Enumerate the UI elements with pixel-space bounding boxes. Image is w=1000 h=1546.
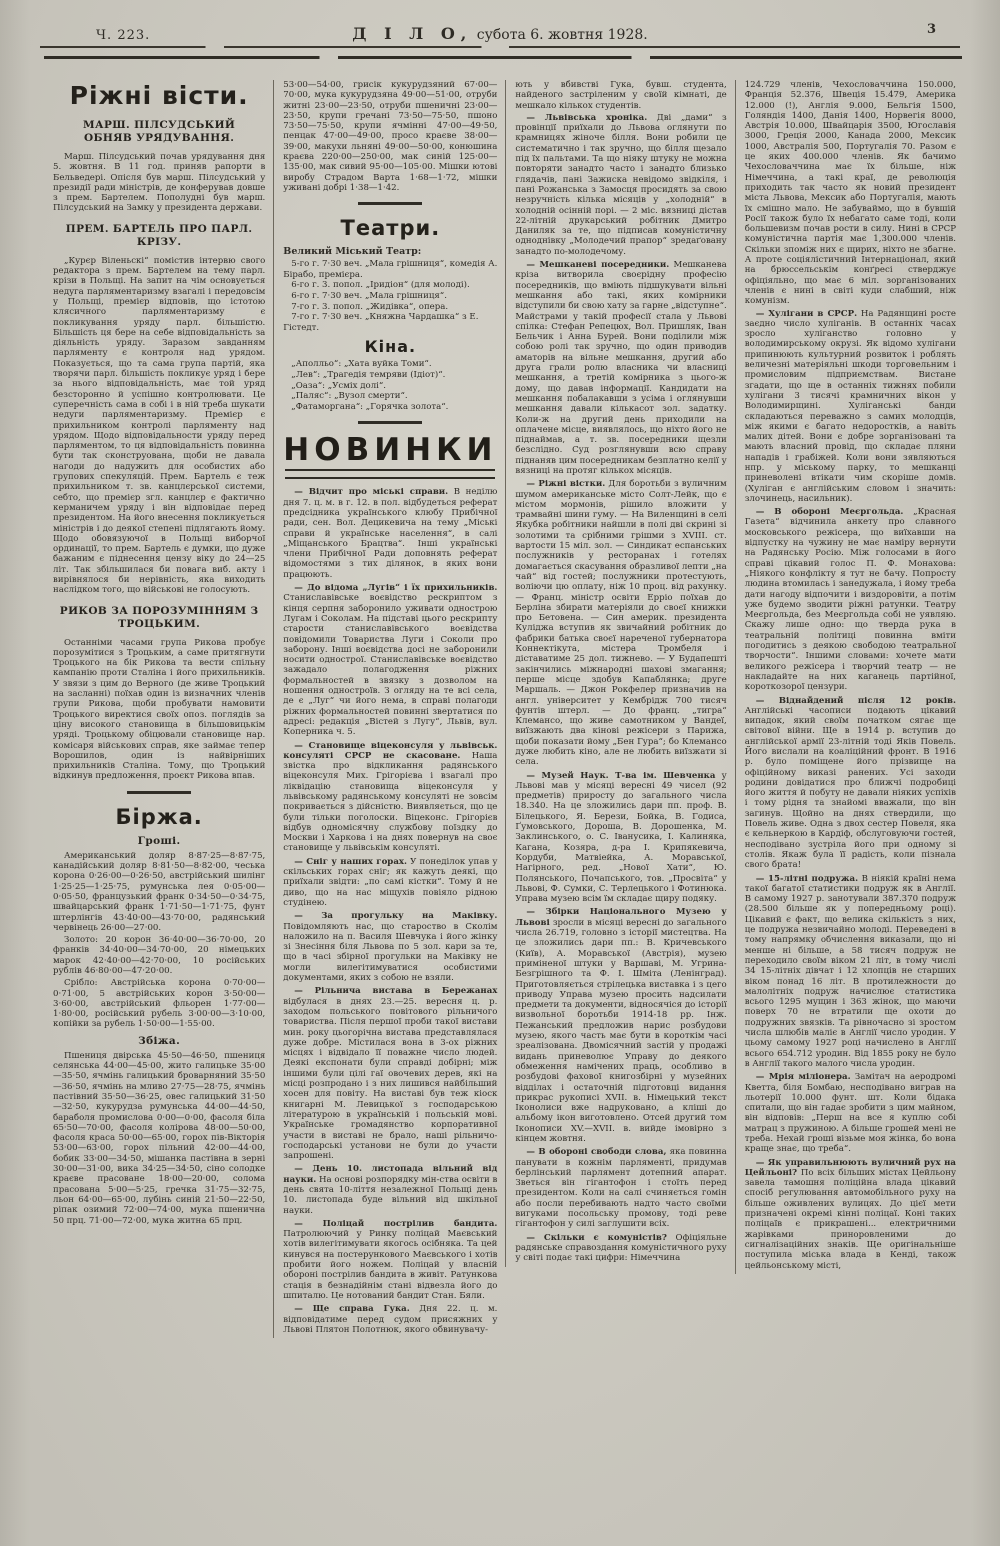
news-text: Замітач на аеродромі Кветта, біля Бомбаю, несподівано виграв на льотерії 10.000 фунт. шт. Коли бідака спитали, що він гадає зробити з цим майном, він відповів: „Перш на все я куплю собі матрац з пружиною. А більше грошей мені не треба. Нехай гроші візьме моя жінка, бо вона краще знає, що треба“.: [744, 1072, 956, 1155]
news-item: [515, 771, 726, 905]
section-divider: [358, 421, 422, 424]
news-text: Наша звістка про відкликання радянського віцеконсуля Мих. Грігорієва і взагалі про ліквідацію становища віцеконсуля у львівському радянському консуляті не зовсім покривається з дійсністю. Виявляється, що це були тільки поголоски. Віцеконс. Грігорієв відбув одномісячну службову поїздку до Москви і Харкова і на днях повернув на своє становище у львівськім консуляті.: [283, 750, 498, 854]
news-text: На Радянщині росте заєдно число хуліганів. В останніх часах зросло хуліганство головно у володимирському окрузі. Як відомо хулігани припинюють культурний розвиток і роблять величезні матеріяльні шкоди торговельним і промисловим підприємствам. Вистане згадати, що ще в останніх тижнях побили хулігани 3 тисячі крамничних вікон у Володимирщині. Хуліганські банди складаються переважно з самих молодців, між якими є багато недоростків, а навіть малих дітей. Вони є добре зорганізовані та мають власний провід, що складає пляни нападів і грабіжей. Коли вони зявляються нпр. у міському парку, то мешканці приневолені втікати чим скоріше домів. (Хуліган є англійським словом і значить: злочинець, насильник).: [744, 308, 956, 504]
cinema-line: „Оаза“: „Усміх долі“.: [291, 380, 387, 391]
news-item: [745, 874, 956, 1070]
news-text: у Львові мав у місяці вересні 49 чисел (92 предметів) приросту до загального числа 18.340. На це зложились дари пп. проф. В. Білецького, Я. Берези, Бойка, В. Годиса, Ґумовського, Дороша, В. Дорошенка, М. Заклинського, о. С. Іванусика, І. Калиняка, Кагана, Козяра, д-ра І. Крипякевича, Кордуби, Матвіейка, А. Моравської, Нагірного, ред. „Нової Хати“, Ю. Полянського, Почапського, тов. „Просвіта“ у Львові, Ф. Сумки, С. Терлецького і Фотинюка. Управа музею всім їм складає щиру подяку.: [515, 770, 727, 905]
news-text: відбулася в днях 23.—25. вересня ц. р. заходом польського повітового рільничого товариства. Після першої проби такої вистави мин. року цьогорічна вистава представлялася дуже добре. Містилася вона в 3-ох ріжних місцях і відвідало її поважне число людей. Деякі експонати були справді добірні; між іншими були цілі гаї овочевих дерев, які на місці розпродано і з них лишився найбільший хосен для повіту. На виставі був теж кіоск книгарні М. Левицької з господарською літературою в українській і польській мові. Українське громадянство корпоративної участи в виставі не брало, наші рільничо-господарські установи не були до участи запрошені.: [283, 996, 498, 1162]
subhead-hroshi: Гроші.: [137, 834, 181, 847]
news-text: У понеділок упав у скільських горах сніг; як кажуть деякі, що приїхали звідти: „по самі кістки“. Тому й не диво, що на нас міщухів повіяло рідною студінею.: [283, 856, 498, 908]
grain-rates-continued: 53·00—54·00, грисік кукурудзяний 67·00—70·00, мука кукурудзяна 49·00—51·00, отруби житні 23·00—23·50, отруби пшеничні 23·00—23·50, крупи гречані 73·50—75·50, пшоно 73·50—75·50, крупи ячмінні 47·00—49·50, пенцак 47·00—49·00, просо краєве 38·00—39·00, макухи льняні 49·00—50·00, конюшина краєва 220·00—250·00, мак синій 125·00—135·00, мак сивий 95·00—105·00. Мішки ютові виробу Страдом Варта 1·68—1·72, мішки уживані добрі 1·38—1·42.: [283, 80, 498, 193]
article-pilsudski: Марш. Пілсудський почав урядування дня 5. жовтня. В 11 год. приняв рапорти в Бельведері. Опісля був марш. Пілсудський у президії ради міністрів, де конферував довше з прем. Бартелем. Пополудні був марш. Пілсудський на Замку у президента держави.: [53, 152, 266, 214]
subhead-pilsudski: МАРШ. ПІЛСУДСЬКИЙ ОБНЯВ УРЯДУВАННЯ.: [83, 119, 236, 144]
news-item: [515, 907, 726, 1144]
grain-rates: Пшениця двірська 45·50—46·50, пшениця селянська 44·00—45·00, жито галицьке 35·00—35·50, ячмінь галицький броварняний 35·50—36·50, ячмінь на мливо 27·75—28·75, ячмінь пастівний 35·50—36·25, овес галицький 31·50—32·50, кукурудза румунська 44·00—44·50, бараболя промислова 0·00—0·00, фасоля біла 65·50—70·00, фасоля колірова 48·00—50·00, фасоля краса 50·00—65·00, горох пів-Вікторія 53·00—63·00, горох пільний 42·00—44·00, бобик 33·00—34·50, мішанка пастівна в зерні 30·00—31·00, вика 34·25—34·50, сіно солодке краєве прасоване 18·00—20·00, солома прасована 5·00—5·25, гречка 31·75—32·75, льон 64·00—65·00, лубінь синій 21·50—22·50, ріпак озимий 72·00—74·00, мука пшенична 50 прц. 71·00—72·00, мука житна 65 прц.: [53, 1050, 266, 1226]
masthead-title: Д І Л О,: [352, 24, 473, 43]
news-item: [515, 1147, 726, 1229]
news-lead: — Музей Наук. Т-ва ім. Шевченка: [526, 770, 716, 781]
novynky-double-rule: [285, 469, 495, 479]
theatre-schedule-line: 7-го г. 3. попол. „Жидівка“, опера.: [291, 301, 449, 312]
columns-container: [0, 66, 1000, 1338]
section-title-rizhni-visty: Ріжні вісти.: [69, 81, 249, 110]
news-item: [515, 1233, 726, 1264]
news-item: [283, 487, 497, 580]
news-lead: — Становище віцеконсуля у львівськ. консуляті СРСР не скасоване.: [283, 740, 498, 761]
header-rule-thick: [44, 56, 962, 59]
news-lead: — Скільки є комуністів?: [526, 1232, 667, 1243]
news-lead: — Львівська хроніка.: [526, 112, 648, 123]
news-text: Англійські часописи подають цікавий випадок, який своїм початком сягає ще світової війни. Ще в 1914 р. вступив до англійської армії 23-літній тоді Яків Повель. Його вислали на коаліційний фронт. В 1916 р. було поміщене його прізвище на офіційному виказі ранених. Усі заходи родини довідатися про ближчі подробиці його життя й побуту не давали ніяких успіхів і тому рідня та знайомі вважали, що він загинув. Щойно на днях ствердили, що Повель живе. Одна з двох сестер Повеля, яка є кельнеркою в Кардіф, обслуговуючи гостей, несподівано зустріла його при одному зі столів. Якаж була її радість, коли пізнала свого брата!: [744, 705, 956, 871]
article-rykov: Останніми часами група Рикова пробує порозумітися з Троцьким, а саме притягнути Троцького на бік Рикова та вести спільну кампанію проти Сталіна і його прихильників. У звязи з цим до Верного (де живе Троцький на засланні) поїхав один із визначних членів групи Рикова, щоби пробувати намовити Троцького виректися своїх опоз. поглядів за ціну високого становища в більшовицькім уряді. Троцькому обіцювали становище нар. комісаря військових справ, яке займає тепер Ворошилов, один із найвірніших прихильників Сталіна. Тому, що Троцький відкинув предложення, проєкт Рикова впав.: [53, 637, 266, 782]
news-item: [283, 857, 497, 908]
news-item: [283, 583, 497, 737]
masthead-date: субота 6. жовтня 1928.: [476, 27, 648, 43]
subhead-rykov: РИКОВ ЗА ПОРОЗУМІННЯМ З ТРОЦЬКИМ.: [59, 604, 259, 630]
news-text: яка повинна панувати в кожнім парляменті, придумав берлінський парлямент дотепний апарат. Зветься він гігантофон і стоїть перед президентом. Коли на салі счиняється гомін або посли перебивають надто часто своїми вигуками посольську промову, тоді реве гігантофон у силі заглушити всіх.: [515, 1147, 727, 1230]
news-text: Для боротьби з вуличним шумом американське місто Солт-Лейк, що є містом мормонів, рішило вложити у трамвайні шини гуму. — На Виленщині в селі Якубка робітники найшли в полі дві скрині зі золотими та срібними грішми з XVIII. ст. вартости 15 міл. зол. — Синдикат еспанських послужників у ресторанах і готелях домагається скасування образливої лепти „на чай“ від гостей; послужники протестують, воліючи цю оплату, ніж 10 проц. від рахунку. — Франц. міністр освіти Ерріо поїхав до Берліна збирати матеріяли до своєї книжки про Бетовена. — Син америк. президента Куліджа вступив як звичайний робітник до фабрики батька своєї нареченої губернатора Коннектікута, містера Тромбеля і діставатиме 25 дол. тижнево. — У Будапешті закінчились міжнародні шахові змагання; перше місце здобув Капаблянка; друге Маршаль. — Джон Рокфелер призначив на англ. університет у Кембрідж 700 тисяч фунтів штерл. — До франц. „тигра“ Клемансо, що живе самотником у Вандеї, виїзжають два кінові режісери з Парижа, щоби показати йому „Бен Гура“; бо Клемансо дуже любить кіно, але не любить виїзжати зі села.: [515, 479, 727, 768]
news-item: [283, 911, 497, 983]
theatre-schedule-line: 5-го г. 7·30 веч. „Мала грішниця“, комедія А. Бірабо, премієра.: [283, 259, 498, 280]
news-lead: — Мрія міліонера.: [755, 1072, 851, 1083]
section-title-kina: Кіна.: [364, 337, 417, 357]
news-item: [283, 986, 497, 1161]
issue-number: Ч. 223.: [96, 28, 151, 43]
news-text: По всіх більших містах Цейльону завела тамошня поліційна влада цікавий спосіб регулювання автомобільного руху на більше оживлених вулицях. До цієї мети призначені окремі кінні поліцаї. Коні таких поліцаїв є прикрашені... електричними жарівками приноровленими до сигналізаційних знаків. Ще оригінальніше поступила міська влада в Кенді, також цейльонському місті,: [744, 1167, 957, 1271]
news-lead: — До відома „Лугів“ і їх прихильників.: [294, 583, 498, 594]
news-item: [283, 741, 497, 854]
news-text: Дві „дами“ з провінції приїхали до Львова оглянути по крамницях жіноче білля. Вони робили це систематично і так зручно, що білля щезало під їх пальтами. Та що ніяку штуку не можна повторяти занадто часто і занадто близько глядачів, пані Зажиска невідомо звідкіля, і пані Рожанська з Замосця просидять за свою незручність кілька місяців у „холодній“ в холодній осінній порі. — 2 міс. вязниці дістав 22-літній друкарський робітник Дмитро Даниляк за те, що підписав комуністичну одноднівку „Молодечий прапор“ зредаґовану занадто по-молодечому.: [515, 112, 727, 257]
cinema-line: „Аполльо“: „Хата вуйка Томи“.: [291, 359, 432, 370]
news-lead: — В обороні свободи слова,: [526, 1147, 667, 1158]
news-text: Дня 22. ц. м. відповідатиме перед судом присяжних у Львові Плятон Полотнюк, якого обвинувачу-: [283, 1304, 498, 1335]
header-rule-thin: [40, 46, 960, 48]
theatre-schedule-line: 6-го г. 3. попол. „Іридіон“ (для молоді).: [291, 280, 470, 291]
news-item: [745, 507, 956, 692]
news-text: „Красная Газета“ відчинила анкету про славного московського режісера, що виїхавши на відпустку на чужину не має наміру вернути на Радянську Росію. Між голосами в його справі цікавий голос П. Ф. Монахова: „Ніякого конфлікту я тут не бачу. Попросту людина втомилась і занедужала, і йому треба дати нагоду відпочити і виздоровіти, а потім уже будемо зводити ріжні ратунки. Театру Меєргольда, без Меєргольда собі не уявляю. Скажу лише одно: що тверда рука в театральній політиці повинна вміти погодитись з деякою свободою театральної творчости“. Іншими словами: хочете мати великого режісера і творчий театр — не накладайте на них каганець партійної, короткозорої цензури.: [744, 507, 956, 693]
news-item: [283, 1219, 497, 1301]
news-item: [745, 1072, 956, 1154]
news-text: В неділю дня 7. ц. м. в г. 12. в пол. відбудеться реферат предсідника українського клюбу Прибічної ради, сен. Вол. Децикевича на тему „Міські справи й українське населення“, в салі „Міщанського Брацтва“. Інші українські члени Прибічної Ради доповнять реферат відомостями з тих ділянок, в яких вони працюють.: [283, 487, 498, 580]
column-2: [273, 80, 505, 1338]
news-text: В ніякій країні нема такої багатої статистики подруж як в Англії. В самому 1927 р. занотували 387.370 подруж (28.500 більше як у попередньому році). Цікавий є факт, що велика скількість з них, це подружа незвичайно молоді. Переведені в тому напрямку обчислення виказали, що ні менше ні більше, а 58 тисяч подруж не переходило своїм віком 21 літ, в тому числі 34 15-літніх дівчат і 12 хлопців не старших віком понад 16 літ. В протилежности до малолітніх подруж начислює статистика всього 1295 мущин і 363 жінок, що маючи поверх 70 не втратили ще охоти до подружних звязків. Та рівночасно зі зростом числа шлюбів маліє в Англії число уродин. У цьому самому 1927 році начислено в Англії всього 654.712 уродин. Від 1855 року не було в Англії такого малого числа уродин.: [744, 873, 956, 1069]
news-text: На основі розпорядку мін-ства освіти в день свята 10-ліття незалежної Польщі день 10. листопада буде вільний від шкільної науки.: [283, 1174, 498, 1216]
theatre-schedule-line: 6-го г. 7·30 веч. „Мала грішниця“.: [291, 291, 447, 302]
news-item: [745, 696, 956, 871]
news-lead: — Рільнича вистава в Бережанах: [294, 986, 498, 997]
news-lead: — День 10. листопада вільний від науки.: [283, 1164, 498, 1185]
section-divider: [358, 202, 422, 205]
news-lead: — Віднайдений після 12 років.: [755, 695, 956, 706]
news-item: [745, 1158, 956, 1271]
theatre-schedule-line: 7-го г. 7·30 веч. „Княжна Чардашка“ з Е. Гістедт.: [283, 312, 479, 333]
column-4: [735, 80, 964, 1274]
news-text: зросли в місяці вересні до загального числа 26.719, головно з історії мистецтва. На це зложились дари пп.: В. Кричевського (Київ), А. Моравської (Австрія), музею приміненої штуки у Варшаві, М. Угрина-Безгрішного та Ф. І. Шміта (Ленінград). Приготовляється стрілецька виставка і з цего приводу Управа музею просить надсилати предмети та документи, відносячіся до історії визвольної боротьби 1914-18 рр. Інж. Пежанський предложив нарис розбудови музею, якого часть має бути в короткім часі зреалізована. Двомісячний застій у продажі видань приневолює Управу до деякого обмеження намічених праць, особливо в розбудові фахової книгозбірні у музейних відділах і остаточній підготовці видання прикрас рукописі XVII. в. Німецький текст Іконолиси вже надруковано, а кліші до альбому ікон виготовлено. Отсей другий том Іконописи XV.—XVII. в. вийде імовірно з кінцем жовтня.: [515, 917, 727, 1144]
news-lead: — Збірки Національного Музею у Львові: [515, 907, 727, 928]
news-text: Патролюючий у Ринку поліцай Маєвський хотів вилегітимувати якогось осібняка. Та цей кинувся на постерункового Маєвського і хотів пробити його ножем. Поліцай у власній обороні пострілив бандита в живіт. Ратункова стація в безнадійнім стані відвезла його до шпиталю. Це нотований бандит Стан. Бяли.: [283, 1229, 498, 1301]
news-text: Мешканева кріза витворила своєрідну професію посередників, що вміють підшукувати вільні мешкання або такі, яких комірники відступили би свою хату за гарне „відступне“. Майстрами у такій професії стала у Львові спілка: Стефан Репецюх, Вол. Пришляк, Іван Бельчик і Анна Бурей. Вони поділили між собою ролі так зручно, що один приводив аматорів на вільне мешкання, другий або друга грали ролю власника чи власниці мешкання, а третій комірника з цього-ж дому, що давав інформації. Кандидати на мешкання побалакавши з усіма і оглянувши мешкання давали кількасот зол. задатку. Коли-ж на другий день приходили на оплачене місце, виявлялось, що ніхто його не піднаймав, а т. зв. посередники щезли безслідно. Суд розглянувши всю справу піднаняв цим посередникам безплатно келії у вязниці на протяг кількох місяців.: [515, 260, 727, 476]
gold-rates: Золото: 20 корон 36·40·00—36·70·00, 20 франків 34·40·00—34·70·00, 20 німецьких марок 42·40·00—42·70·00, 10 російських рублів 46·80·00—47·20·00.: [53, 935, 266, 976]
masthead: [0, 24, 1000, 43]
news-item: [283, 1164, 497, 1215]
cinema-line: „Лев“: „Трагедія темряви (Ідіот)“.: [291, 370, 446, 381]
silver-rates: Срібло: Австрійська корона 0·70·00—0·71·00, 5 австрійських корон 3·50·00—3·60·00, австрійський фльорен 1·77·00—1·80·00, російський рубель 3·00·00—3·10·00, копійки за рубель 1·50·00—1·55·00.: [53, 978, 266, 1030]
theatre-name: Великий Міський Театр:: [283, 246, 422, 258]
news-lead: — Як управильнюють вуличний рух на Цейльоні?: [744, 1157, 956, 1178]
section-title-novynky: НОВИНКИ: [283, 432, 498, 469]
page-number: 3: [926, 22, 936, 37]
currency-rates: Американський доляр 8·87·25—8·87·75, канадійський доляр 8·81·50—8·82·00, чеська корона 0·26·00—0·26·50, австрійський шилінг 1·25·25—1·25·75, румунська лея 0·05·00—0·05·50, французький франк 0·34·50—0·34·75, швайцарський франк 1·71·50—1·71·75, фунт штерлінгів 43·40·00—43·70·00, радянський червінець 26·00—27·00.: [53, 850, 266, 933]
column-3: [505, 80, 734, 1267]
news-lead: — Сніг у наших горах.: [294, 856, 407, 867]
section-title-birza: Біржа.: [115, 804, 203, 829]
subhead-zbizha: Збіжа.: [138, 1034, 181, 1047]
article-bartel: „Курєр Віленьскі“ помістив інтервю свого редактора з прем. Бартелем на тему парл. крізи в Польщі. На запит на чім основується недуга парляментаризму взагалі і передовсім у Польщі, премієр відповів, що істотою клясичного парляментаризму є покликування уряду парл. більшістю. Більшість ця бере на себе відповідальність за діяльність уряду. Заразом завданням парляменту є контроля над урядом. Показується, що та сама група партій, яка творячи парл. більшість покликує уряд і бере за нього відповідальність, має той уряд безсторонно й успішно контролювати. Це суперечність сама в собі і в ній треба шукати недуги парляментаризму. Премієр є прихильником контролі парляменту над урядом. Щодо відповідальности уряду перед парляментом, то ця відповідальність повинна бути так сконструована, щоби не давала нагоди до надужить для особистих або групових спекуляцій. Прем. Бартель є теж прихильником т. зв. канцлєрської системи, себто, що премієр згл. канцлєр є фактично керманичем уряду і він відповідає перед президентом. На його внесення покликується міністрів і до деякої степені підлягають йому. Щодо обовязуючої в Польщі виборчої ординації, то прем. Бартель є думки, що дуже бажаним є піднесення цензу віку до 24—25 літ. Так збільшилася би повага виб. акту і вирівнялося би нерівність, яка виходить наслідком того, що військові не голосують.: [53, 255, 266, 596]
news-text: Офіціяльне радянське справоздання комуністичного руху у світі подає такі цифри: Німеччина: [515, 1232, 727, 1264]
news-text: Станиславівське воєвідство рескриптом з кінця серпня заборонило уживати однострою Лугам і Соколам. На підставі цього рескрипту старости станиславівського воєвідства повідомили Товариства Луги і Соколи про заборону. Інші воєвідства досі не заборонили носити однострої. Станиславівське воєвідство зажадало полагодження ріжних формальностей в звязку з дозволом на ношення одностроїв. З огляду на те всі села, де є „Луг“ чи його нема, в справі полагоди ріжних формальностей повинні звертатися по адресі: редакція „Вістей з Лугу“, Львів, вул. Коперника ч. 5.: [283, 593, 498, 738]
news-item: [515, 260, 726, 476]
cinema-line: „Паляс“: „Вузол смерти“.: [291, 391, 408, 402]
cinema-line: „Фатаморгана“: „Горячка золота“.: [291, 401, 449, 412]
news-lead: — Хулігани в СРСР.: [755, 308, 858, 319]
page-header: [0, 0, 1000, 66]
news-continuation: ють у вбивстві Гука, бувш. студента, найденого застріленим у своїй кімнаті, де мешкало кількох студентів.: [515, 80, 727, 111]
subhead-bartel: ПРЕМ. БАРТЕЛЬ ПРО ПАРЛ. КРІЗУ.: [65, 222, 253, 248]
news-item: [515, 113, 726, 257]
news-continuation: 124.729 членів, Чехословаччина 150.000, Франція 52.376, Швеція 15.479, Америка 12.000 (!), Англія 9.000, Бельгія 1500, Голяндія 1400, Данія 1400, Норвегія 8000, Австрія 10.000, Швайцарія 3500, Югославія 3000, Греція 2000, Канада 2000, Мексик 1000, Австралія 500, Португалія 70. Разом є це яких 400.000 членів. Як бачимо Чехословаччина має їх більше, ніж Німеччина, а такі краї, де революція приходить так часто як новий президент міста Львова, Мексик або Португалія, мають їх смішно мало. Не забуваймо, що в бувшій Росії також було їх небагато саме тоді, коли большевизм почав рости в силу. Нині в СРСР комуністична партія має 1,300.000 членів. Скільки зпоміж них є щирих, ніхто не збагне. А проте соціялістичний Інтернаціонал, який на брюссельськім конґресі стверджує офіціяльно, що має 6 міл. зорганізованих членів є нині в світі куди слабший, ніж комунізм.: [744, 80, 956, 307]
news-lead: — Відчит про міські справи.: [294, 487, 449, 498]
news-lead: — Мешканеві посередники.: [526, 260, 670, 271]
news-item: [283, 1304, 497, 1335]
news-item: [745, 309, 956, 505]
news-lead: — За прогульку на Маківку.: [294, 911, 498, 922]
news-lead: — Ріжні вістки.: [526, 479, 606, 490]
section-title-teatry: Театри.: [340, 216, 441, 241]
news-lead: — В обороні Меєргольда.: [755, 507, 904, 518]
news-lead: — Поліцай пострілив бандита.: [294, 1218, 498, 1229]
news-item: [515, 479, 726, 767]
news-text: Повідомляють нас, що староство в Сколім наложило на п. Василя Шевчука і його жінку зі Знесіння біля Львова по 5 зол. кари за те, що в часі збірної прогульки на Маківку не могли вилегітимуватися особистими документами, яких з собою не взяли.: [283, 921, 498, 984]
section-divider: [127, 791, 191, 794]
column-1: [44, 80, 273, 1228]
news-lead: — Ще справа Гука.: [294, 1304, 410, 1315]
news-lead: — 15-літні подружа.: [755, 873, 859, 884]
